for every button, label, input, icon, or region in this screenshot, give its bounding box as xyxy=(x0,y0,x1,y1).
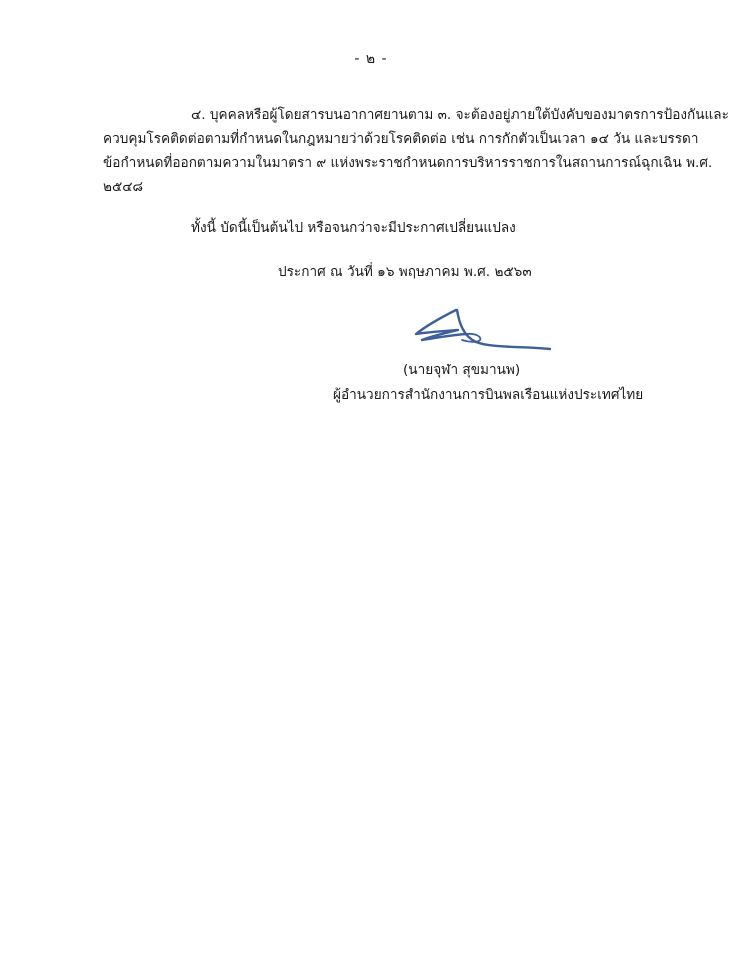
signer-name: (นายจุฬา สุขมานพ) xyxy=(403,362,521,378)
clause-4-line-3: ข้อกำหนดที่ออกตามความในมาตรา ๙ แห่งพระราชกำหนดการบริหารราชการในสถานการณ์ฉุกเฉิน พ.ศ. xyxy=(103,155,713,171)
signature-stroke-tail xyxy=(457,310,550,349)
announced-date: ประกาศ ณ วันที่ ๑๖ พฤษภาคม พ.ศ. ๒๕๖๓ xyxy=(278,264,532,280)
signer-title: ผู้อำนวยการสำนักงานการบินพลเรือนแห่งประเทศไทย xyxy=(333,387,644,403)
clause-4-line-4: ๒๕๔๘ xyxy=(103,179,144,195)
signature-image xyxy=(410,304,560,354)
clause-4-paragraph xyxy=(103,103,729,199)
page-number: - ๒ - xyxy=(354,51,388,67)
clause-4-line-1: ๔. บุคคลหรือผู้โดยสารบนอากาศยานตาม ๓. จะต้องอยู่ภายใต้บังคับของมาตรการป้องกันและ xyxy=(191,107,729,123)
clause-4-line-2: ควบคุมโรคติดต่อตามที่กำหนดในกฎหมายว่าด้วยโรคติดต่อ เช่น การกักตัวเป็นเวลา ๑๔ วัน และบรรดา xyxy=(103,131,699,147)
effective-statement: ทั้งนี้ บัดนี้เป็นต้นไป หรือจนกว่าจะมีประกาศเปลี่ยนแปลง xyxy=(191,220,516,236)
